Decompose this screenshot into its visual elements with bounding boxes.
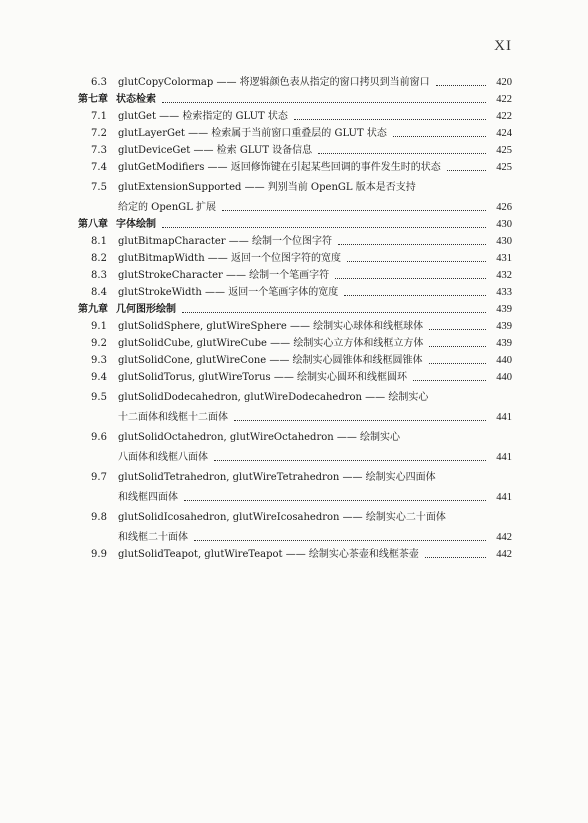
page-ref: 440 — [496, 372, 512, 383]
section-number: 9.9 — [91, 549, 107, 560]
section-title: glutBitmapWidth —— 返回一个位图字符的宽度 — [118, 253, 341, 264]
chapter-title: 状态检索 — [116, 94, 156, 105]
section-number: 9.5 — [91, 392, 107, 403]
toc-entry-row — [78, 464, 512, 484]
toc-entry-row — [78, 316, 512, 333]
dot-leader — [318, 153, 486, 154]
section-number: 9.3 — [91, 355, 107, 366]
dot-leader — [393, 136, 486, 137]
toc-entry-row — [78, 106, 512, 123]
toc-entry-row — [78, 282, 512, 299]
section-title: glutLayerGet —— 检索属于当前窗口重叠层的 GLUT 状态 — [118, 128, 387, 139]
section-number: 9.4 — [91, 372, 107, 383]
dot-leader — [338, 244, 486, 245]
dot-leader — [347, 261, 486, 262]
toc-entry-row — [78, 350, 512, 367]
section-number: 6.3 — [91, 77, 107, 88]
page-ref: 442 — [496, 532, 512, 543]
page-ref: 425 — [496, 162, 512, 173]
dot-leader — [413, 380, 486, 381]
chapter-label: 第七章 — [78, 94, 108, 105]
dot-leader — [294, 119, 486, 120]
section-title: glutBitmapCharacter —— 绘制一个位图字符 — [118, 236, 332, 247]
toc-entry-row — [78, 484, 512, 504]
section-title: glutStrokeWidth —— 返回一个笔画字体的宽度 — [118, 287, 339, 298]
section-number: 9.7 — [91, 472, 107, 483]
dot-leader — [184, 500, 486, 501]
toc-entry-row — [78, 123, 512, 140]
section-number: 9.2 — [91, 338, 107, 349]
section-number: 9.6 — [91, 432, 107, 443]
dot-leader — [425, 557, 486, 558]
section-title: glutSolidOctahedron, glutWireOctahedron —— 绘制实心 — [118, 432, 401, 443]
section-title: glutExtensionSupported —— 判别当前 OpenGL 版本是否支持 — [118, 182, 416, 193]
section-number: 7.1 — [91, 111, 107, 122]
toc-entry-row — [78, 174, 512, 194]
page-ref: 422 — [496, 111, 512, 122]
dot-leader — [182, 312, 486, 313]
dot-leader — [194, 540, 486, 541]
section-title: 和线框二十面体 — [118, 532, 188, 543]
page-ref: 439 — [496, 321, 512, 332]
page-ref: 431 — [496, 253, 512, 264]
section-title: glutSolidTorus, glutWireTorus —— 绘制实心圆环和线框圆环 — [118, 372, 408, 383]
section-title: glutGet —— 检索指定的 GLUT 状态 — [118, 111, 288, 122]
page-ref: 441 — [496, 492, 512, 503]
toc-entry-row — [78, 444, 512, 464]
page-ref: 442 — [496, 549, 512, 560]
section-title: glutStrokeCharacter —— 绘制一个笔画字符 — [118, 270, 330, 281]
page-ref: 424 — [496, 128, 512, 139]
toc-entry-row — [78, 157, 512, 174]
dot-leader — [436, 85, 486, 86]
page-ref: 441 — [496, 452, 512, 463]
dot-leader — [222, 210, 486, 211]
dot-leader — [344, 295, 486, 296]
section-number: 7.3 — [91, 145, 107, 156]
section-title: 和线框四面体 — [118, 492, 178, 503]
dot-leader — [162, 227, 486, 228]
page-ref: 433 — [496, 287, 512, 298]
table-of-contents — [78, 72, 512, 561]
section-title: 十二面体和线框十二面体 — [118, 412, 228, 423]
section-number: 9.1 — [91, 321, 107, 332]
section-number: 8.2 — [91, 253, 107, 264]
toc-entry-row — [78, 424, 512, 444]
section-number: 7.2 — [91, 128, 107, 139]
chapter-title: 几何图形绘制 — [116, 304, 176, 315]
section-title: glutSolidTeapot, glutWireTeapot —— 绘制实心茶壶和线框茶壶 — [118, 549, 419, 560]
dot-leader — [447, 170, 486, 171]
section-title: glutSolidCone, glutWireCone —— 绘制实心圆锥体和线框圆锥体 — [118, 355, 423, 366]
toc-chapter-row — [78, 214, 512, 231]
toc-chapter-row — [78, 299, 512, 316]
page-ref: 440 — [496, 355, 512, 366]
section-title: glutSolidSphere, glutWireSphere —— 绘制实心球体和线框球体 — [118, 321, 424, 332]
section-title: glutGetModifiers —— 返回修饰键在引起某些回调的事件发生时的状态 — [118, 162, 441, 173]
toc-entry-row — [78, 367, 512, 384]
page-ref: 425 — [496, 145, 512, 156]
section-number: 7.4 — [91, 162, 107, 173]
toc-entry-row — [78, 504, 512, 524]
section-number: 8.3 — [91, 270, 107, 281]
dot-leader — [335, 278, 486, 279]
page-ref: 432 — [496, 270, 512, 281]
section-title: 给定的 OpenGL 扩展 — [118, 202, 216, 213]
page-ref: 439 — [496, 338, 512, 349]
section-title: glutCopyColormap —— 将逻辑颜色表从指定的窗口拷贝到当前窗口 — [118, 77, 430, 88]
chapter-label: 第九章 — [78, 304, 108, 315]
section-number: 8.1 — [91, 236, 107, 247]
section-title: glutSolidDodecahedron, glutWireDodecahedron —— 绘制实心 — [118, 392, 429, 403]
toc-entry-row — [78, 140, 512, 157]
section-title: 八面体和线框八面体 — [118, 452, 208, 463]
toc-entry-row — [78, 524, 512, 544]
section-title: glutSolidCube, glutWireCube —— 绘制实心立方体和线框立方体 — [118, 338, 424, 349]
toc-chapter-row — [78, 89, 512, 106]
section-title: glutSolidTetrahedron, glutWireTetrahedron —— 绘制实心四面体 — [118, 472, 436, 483]
dot-leader — [429, 329, 486, 330]
toc-entry-row — [78, 265, 512, 282]
toc-entry-row — [78, 384, 512, 404]
section-number: 8.4 — [91, 287, 107, 298]
section-number: 7.5 — [91, 182, 107, 193]
section-title: glutDeviceGet —— 检索 GLUT 设备信息 — [118, 145, 313, 156]
dot-leader — [234, 420, 486, 421]
chapter-title: 字体绘制 — [116, 219, 156, 230]
page-ref: 426 — [496, 202, 512, 213]
chapter-label: 第八章 — [78, 219, 108, 230]
toc-entry-row — [78, 194, 512, 214]
toc-entry-row — [78, 248, 512, 265]
page-ref: 430 — [496, 236, 512, 247]
toc-entry-row — [78, 72, 512, 89]
toc-entry-row — [78, 544, 512, 561]
toc-entry-row — [78, 333, 512, 350]
page-number: XI — [494, 38, 512, 54]
page-ref: 420 — [496, 77, 512, 88]
page-ref: 441 — [496, 412, 512, 423]
page-ref: 439 — [496, 304, 512, 315]
page-ref: 430 — [496, 219, 512, 230]
section-title: glutSolidIcosahedron, glutWireIcosahedron —— 绘制实心二十面体 — [118, 512, 446, 523]
section-number: 9.8 — [91, 512, 107, 523]
toc-entry-row — [78, 231, 512, 248]
dot-leader — [429, 363, 486, 364]
toc-entry-row — [78, 404, 512, 424]
dot-leader — [214, 460, 486, 461]
dot-leader — [162, 102, 486, 103]
page-ref: 422 — [496, 94, 512, 105]
dot-leader — [429, 346, 486, 347]
